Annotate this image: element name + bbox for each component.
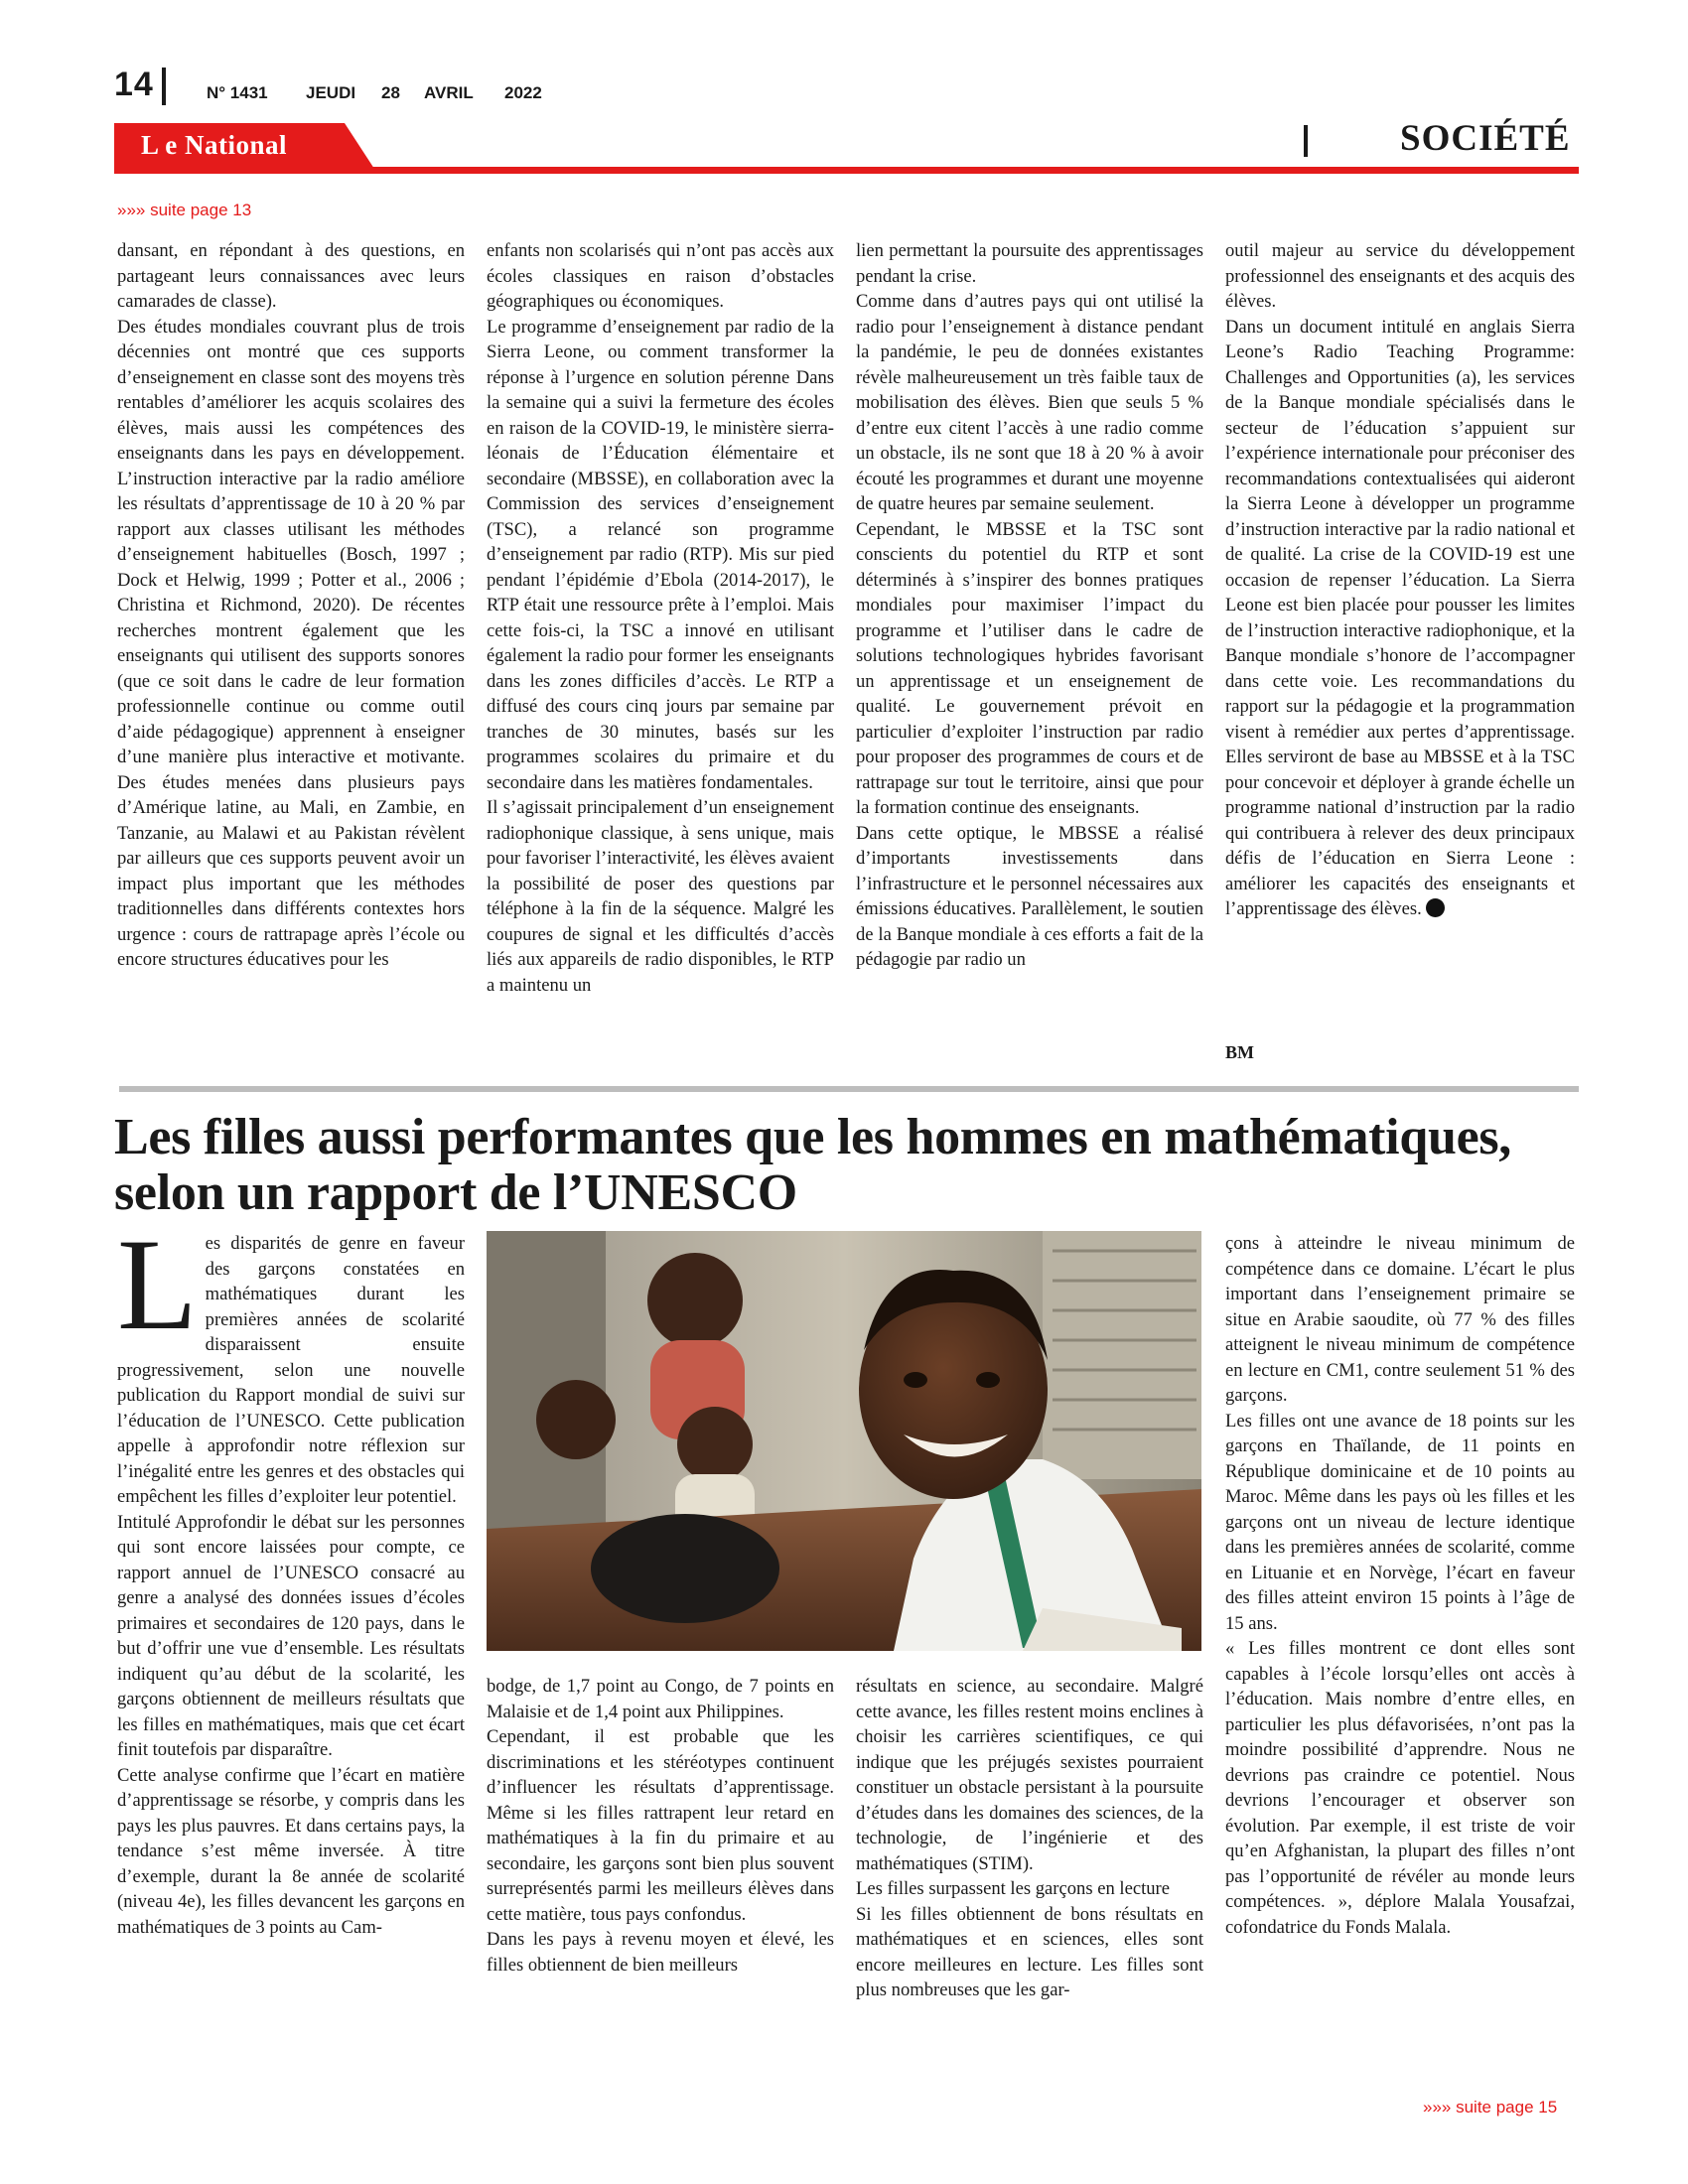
paragraph: Cependant, le MBSSE et la TSC sont conscients du potentiel du RTP et sont déterminés à s’inspirer des bonnes pratiques mondiales pour maximiser l’impact du programme et l’utiliser dans le cadre de solutions technologiques hybrides favorisant un apprentissage et un enseignement de qualité. Le gouvernement prévoit en particulier d’exploiter l’instruction par radio pour proposer des programmes de cours et de rattrapage sur tout le territoire, ainsi que pour la formation continue des enseignants. <box>856 518 1203 818</box>
article1-column-3 <box>856 238 1203 973</box>
paragraph: es disparités de genre en faveur des garçons constatées en mathématiques durant les premières années de scolarité disparaissent ensuite progressivement, selon une nouvelle publication du Rapport mondial de suivi sur l’éducation de l’UNESCO. Cette publication appelle à approfondir notre réflexion sur l’inégalité entre les genres et des obstacles qui empêchent les filles d’exploiter leur potentiel. <box>117 1233 465 1507</box>
article1-column-1 <box>117 238 465 973</box>
article2-column-3 <box>856 1674 1203 2003</box>
page-number-divider <box>162 68 166 105</box>
drop-cap: L <box>117 1211 198 1357</box>
paragraph: Dans cette optique, le MBSSE a réalisé d’importants investissements dans l’infrastructure et le personnel nécessaires aux émissions éducatives. Parallèlement, le soutien de la Banque mondiale à ces efforts a fait de la pédagogie par radio un <box>856 822 1203 970</box>
issue-month: AVRIL <box>424 83 474 102</box>
paragraph: Dans un document intitulé en anglais Sierra Leone’s Radio Teaching Programme: Challenges and Opportunities (a), les services de la Banque mondiale spécialisés dans le secteur de l’éducation s’appuient sur l’expérience internationale pour préconiser des recommandations contextualisées qui aideront la Sierra Leone à développer un programme d’instruction interactive par la radio national et de qualité. La crise de la COVID-19 est une occasion de repenser l’éducation. La Sierra Leone est bien placée pour pousser les limites de l’instruction interactive radiophonique, et la Banque mondiale s’honore de l’accompagner dans cette voie. Les recommandations du rapport sur la pédagogie et la programmation visent à remédier aux pertes d’apprentissage. Elles serviront de base au MBSSE et à la TSC pour concevoir et déployer à grande échelle un programme national d’instruction par la radio qui contribuera à relever des deux principaux défis de l’éducation en Sierra Leone : améliorer les capacités des enseignants et l’apprentissage des élèves. <box>1225 316 1575 919</box>
paragraph: dansant, en répondant à des questions, en partageant leurs connaissances avec leurs camarades de classe). <box>117 240 465 312</box>
continued-from-link[interactable]: »»» suite page 13 <box>117 201 252 219</box>
paragraph: Cependant, il est probable que les discriminations et les stéréotypes continuent d’influencer les résultats d’apprentissage. Même si les filles rattrapent leur retard en mathématiques à la fin du primaire et au secondaire, les garçons sont bien plus souvent surreprésentés parmi les meilleurs élèves dans cette matière, tous pays confondus. <box>487 1726 834 1925</box>
paragraph: « Les filles montrent ce dont elles sont capables à l’école lorsqu’elles ont accès à l’éducation. Mais nombre d’entre elles, en particulier les plus défavorisées, n’ont pas la moindre possibilité d’apprendre. Nous ne devrions pas craindre ce potentiel. Nous devrions l’encourager et observer son évolution. Par exemple, il est triste de voir qu’en Afghanistan, la plupart des filles n’ont pas l’opportunité de révéler au monde leurs compétences. », déplore Malala Yousafzai, cofondatrice du Fonds Malala. <box>1225 1638 1575 1938</box>
subheading: Les filles surpassent les garçons en lecture <box>856 1878 1170 1899</box>
article-photo <box>487 1231 1201 1651</box>
rubric-divider <box>1304 125 1308 157</box>
article2-column-2 <box>487 1674 834 1978</box>
paragraph: Si les filles obtiennent de bons résultats en mathématiques et en sciences, elles sont encore meilleures en lecture. Les filles sont plus nombreuses que les gar- <box>856 1903 1203 2000</box>
page-number: 14 <box>114 66 154 103</box>
paragraph: lien permettant la poursuite des apprentissages pendant la crise. <box>856 240 1203 287</box>
section-rubric: SOCIÉTÉ <box>1400 118 1571 159</box>
paragraph: Comme dans d’autres pays qui ont utilisé la radio pour l’enseignement à distance pendant la pandémie, le peu de données existantes révèle malheureusement un très faible taux de mobilisation des élèves. Bien que seuls 5 % d’entre eux citent l’accès à une radio comme un obstacle, ils ne sont que 18 à 20 % à avoir écouté les programmes et durant une moyenne de quatre heures par semaine seulement. <box>856 291 1203 514</box>
lead-paragraph <box>117 1211 465 1510</box>
paragraph: Dans les pays à revenu moyen et élevé, les filles obtiennent de bien meilleurs <box>487 1929 834 1976</box>
paragraph: Cette analyse confirme que l’écart en matière d’apprentissage se résorbe, y compris dans les pays les plus pauvres. Et dans certains pays, la tendance s’est même inversée. À titre d’exemple, durant la 8e année de scolarité (niveau 4e), les filles devancent les garçons en mathématiques de 3 points au Cam- <box>117 1764 465 1938</box>
paragraph-with-end-mark <box>1225 315 1575 922</box>
continued-to-link[interactable]: »»» suite page 15 <box>1423 2098 1558 2116</box>
paragraph: Des études mondiales couvrant plus de trois décennies ont montré que ces supports d’enseignement en classe sont des moyens très rentables d’améliorer les acquis scolaires des élèves, mais aussi les compétences des enseignants dans les pays en développement. L’instruction interactive par la radio améliore les résultats d’apprentissage de 10 à 20 % par rapport aux classes utilisant les méthodes d’enseignement habituelles (Bosch, 1997 ; Dock et Helwig, 1999 ; Potter et al., 2006 ; Christina et Richmond, 2020). De récentes recherches montrent également que les enseignants qui utilisent des supports sonores (que ce soit dans le cadre de leur formation professionnelle continue ou comme outil d’aide pédagogique) apprennent à enseigner d’une manière plus interactive et motivante. Des études menées dans plusieurs pays d’Amérique latine, au Mali, en Zambie, en Tanzanie, au Malawi et au Pakistan révèlent par ailleurs que ces supports peuvent avoir un impact plus important que les méthodes traditionnelles dans différents contextes hors urgence : cours de rattrapage après l’école ou encore structures éducatives pour les <box>117 316 465 970</box>
paragraph: enfants non scolarisés qui n’ont pas accès aux écoles classiques en raison d’obstacles géographiques ou économiques. <box>487 240 834 312</box>
article-separator <box>119 1086 1579 1092</box>
paragraph: outil majeur au service du développement professionnel des enseignants et des acquis des élèves. <box>1225 240 1575 312</box>
paragraph: Il s’agissait principalement d’un enseignement radiophonique classique, à sens unique, mais pour favoriser l’interactivité, les élèves avaient la possibilité de poser des questions par téléphone à la fin de la séquence. Malgré les coupures de signal et les difficultés d’accès liés aux appareils de radio disponibles, le RTP a maintenu un <box>487 797 834 996</box>
paragraph: çons à atteindre le niveau minimum de compétence dans ce domaine. L’écart le plus important dans l’enseignement primaire se situe en Arabie saoudite, où 77 % des filles atteignent le niveau minimum de compétence en lecture en CM1, contre seulement 51 % des garçons. <box>1225 1233 1575 1406</box>
paragraph: Le programme d’enseignement par radio de la Sierra Leone, ou comment transformer la réponse à l’urgence en solution pérenne Dans la semaine qui a suivi la fermeture des écoles en raison de la COVID-19, le ministère sierra-léonais de l’Éducation élémentaire et secondaire (MBSSE), en collaboration avec la Commission des services d’enseignement (TSC), a relancé son programme d’enseignement par radio (RTP). Mis sur pied pendant l’épidémie d’Ebola (2014-2017), le RTP était une ressource prête à l’emploi. Mais cette fois-ci, la TSC a innové en utilisant également la radio pour former les enseignants dans les zones difficiles d’accès. Le RTP a diffusé des cours cinq jours par semaine par tranches de 30 minutes, basés sur les programmes scolaires du primaire et du secondaire dans les matières fondamentales. <box>487 316 834 793</box>
author-signature: BM <box>1225 1042 1254 1062</box>
article2-column-1 <box>117 1211 465 1940</box>
paragraph: bodge, de 1,7 point au Congo, de 7 points en Malaisie et de 1,4 point aux Philippines. <box>487 1676 834 1722</box>
brand-logo: L e National <box>141 130 288 160</box>
header-rule <box>114 167 1579 174</box>
issue-day: 28 <box>381 83 400 102</box>
issue-year: 2022 <box>504 83 542 102</box>
paragraph: Les filles ont une avance de 18 points sur les garçons en Thaïlande, de 11 points en République dominicaine et de 10 points au Maroc. Même dans les pays où les filles et les garçons ont un niveau de lecture identique dans les premières années de scolarité, comme en Lituanie et en Norvège, l’écart en faveur des filles atteint environ 15 points à l’âge de 15 ans. <box>1225 1410 1575 1634</box>
issue-number: N° 1431 <box>207 83 268 102</box>
paragraph: Intitulé Approfondir le débat sur les personnes qui sont encore laissées pour compte, ce rapport annuel de l’UNESCO consacré au genre a analysé des données issues d’écoles primaires et secondaires de 120 pays, dans le but d’offrir une vue d’ensemble. Les résultats indiquent qu’au début de la scolarité, les garçons obtiennent de meilleurs résultats que les filles en mathématiques, mais que cet écart finit toutefois par disparaître. <box>117 1511 465 1760</box>
article1-column-2 <box>487 238 834 998</box>
issue-weekday: JEUDI <box>306 83 356 102</box>
paragraph: résultats en science, au secondaire. Malgré cette avance, les filles restent moins enclines à choisir les carrières scientifiques, ce qui indique que les préjugés sexistes pourraient constituer un obstacle persistant à la poursuite d’études dans les domaines des sciences, de la technologie, de l’ingénierie et des mathématiques (STIM). <box>856 1676 1203 1874</box>
article2-column-4 <box>1225 1231 1575 1940</box>
article1-column-4 <box>1225 238 1575 922</box>
article2-headline: Les filles aussi performantes que les hommes en mathématiques, selon un rapport de l’UNESCO <box>114 1109 1511 1221</box>
end-of-article-icon <box>1426 898 1445 917</box>
